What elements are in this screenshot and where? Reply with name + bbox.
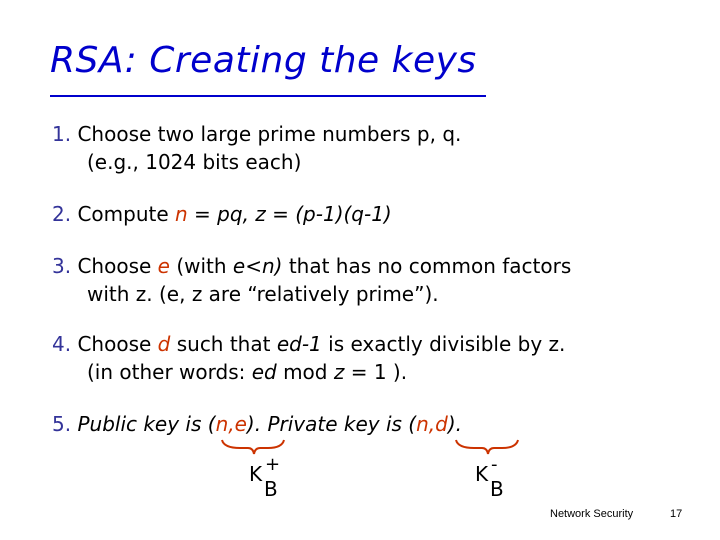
step-3-text-d: that has no common factors	[282, 254, 572, 278]
step-5	[52, 410, 462, 438]
page-number: 17	[670, 508, 683, 520]
step-3-line-2: with z. (e, z are “relatively prime”).	[87, 282, 439, 306]
step-4-line-2b: ed	[251, 360, 277, 384]
key-letter: K	[249, 462, 263, 486]
step-4-line-2c: mod	[276, 360, 334, 384]
step-1	[52, 120, 461, 176]
step-4-text-e: is exactly divisible by z.	[321, 332, 566, 356]
public-key-pair: n,e	[215, 412, 247, 436]
step-3-text-a: Choose	[77, 254, 158, 278]
private-key-brace	[454, 438, 520, 456]
step-1-line-1: Choose two large prime numbers p, q.	[77, 122, 462, 146]
step-2-text-b: = pq, z = (p-1)(q-1)	[187, 202, 392, 226]
step-4-text-c: ed-1	[276, 332, 322, 356]
step-4-text-b: such that	[170, 332, 277, 356]
step-4-d: d	[157, 332, 171, 356]
step-3-text-c: e<n)	[232, 254, 283, 278]
private-key-pair: n,d	[416, 412, 448, 436]
step-4-line-2d: z	[333, 360, 345, 384]
key-letter: K	[475, 462, 489, 486]
slide-title: RSA: Creating the keys	[50, 40, 477, 81]
step-number: 4.	[52, 332, 72, 356]
step-3-e: e	[157, 254, 170, 278]
subscript-b: B	[264, 477, 278, 501]
step-1-line-2: (e.g., 1024 bits each)	[87, 150, 302, 174]
step-number: 1.	[52, 122, 72, 146]
step-3	[52, 252, 571, 308]
title-underline	[50, 95, 486, 97]
step-number: 2.	[52, 202, 72, 226]
step-4-line-2e: = 1 ).	[344, 360, 408, 384]
step-2-text-a: Compute	[77, 202, 176, 226]
step-number: 5.	[52, 412, 72, 436]
step-3-text-b: (with	[169, 254, 233, 278]
step-number: 3.	[52, 254, 72, 278]
footer-label: Network Security	[550, 508, 634, 520]
step-2	[52, 200, 392, 228]
step-2-n: n	[175, 202, 188, 226]
minus-sign: -	[491, 454, 498, 475]
step-4-text-a: Choose	[77, 332, 158, 356]
subscript-b: B	[490, 477, 504, 501]
plus-sign: +	[265, 454, 281, 475]
step-4-line-2a: (in other words:	[87, 360, 252, 384]
step-4	[52, 330, 565, 386]
step-5-mid: ). Private key is (	[246, 412, 417, 436]
step-5-text: Public key is (	[77, 412, 216, 436]
step-5-end: ).	[447, 412, 462, 436]
